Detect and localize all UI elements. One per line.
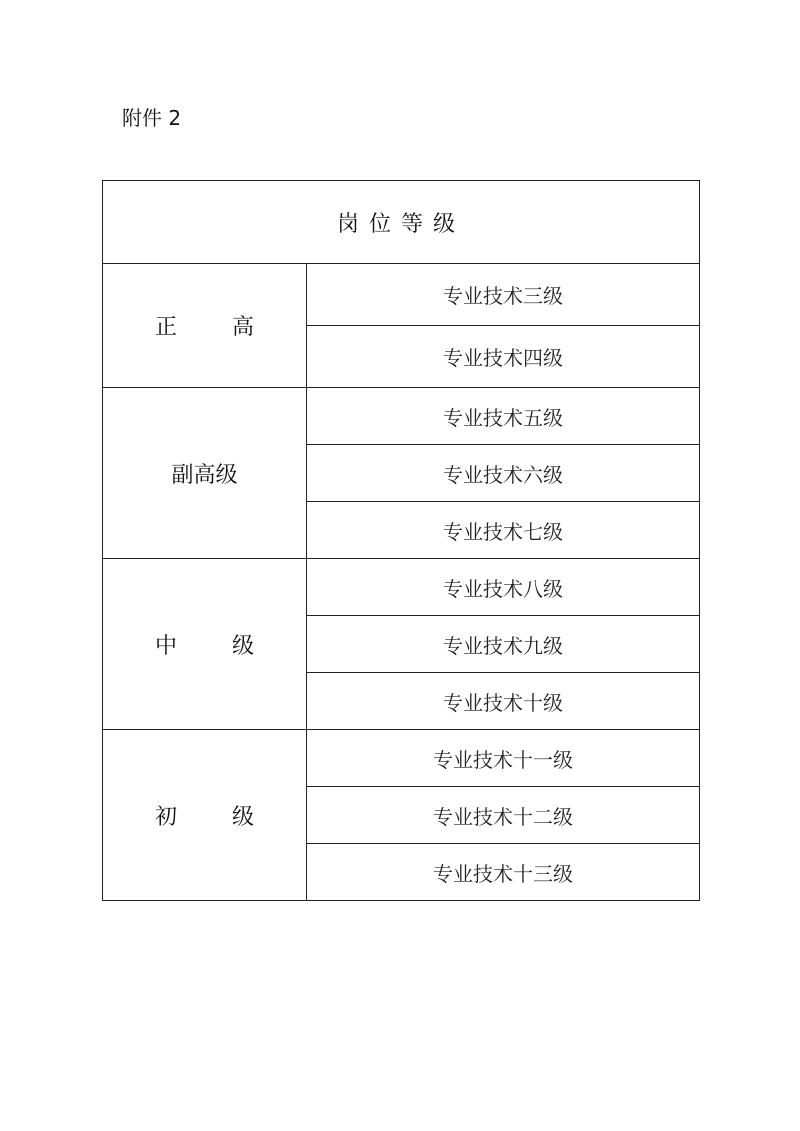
level-cell: 专业技术十一级: [307, 730, 700, 787]
job-grade-table: [102, 180, 700, 901]
level-cell: 专业技术十二级: [307, 787, 700, 844]
group-label: 正 高: [155, 315, 278, 340]
level-cell: 专业技术八级: [307, 559, 700, 616]
level-cell: 专业技术六级: [307, 445, 700, 502]
level-cell: 专业技术五级: [307, 388, 700, 445]
table-row: [103, 388, 700, 445]
table-header: 岗位等级: [103, 181, 700, 264]
level-cell: 专业技术十三级: [307, 844, 700, 901]
level-cell: 专业技术四级: [307, 326, 700, 388]
group-label: 初 级: [155, 804, 278, 830]
table-row: [103, 559, 700, 616]
group-cell-associate-senior: [103, 388, 307, 559]
table-row: [103, 730, 700, 787]
level-cell: 专业技术九级: [307, 616, 700, 673]
table-row: [103, 264, 700, 326]
level-cell: 专业技术三级: [307, 264, 700, 326]
attachment-label: 附件 2: [122, 106, 182, 130]
table-header-row: [103, 181, 700, 264]
group-label: 副高级: [171, 462, 238, 488]
group-cell-senior: [103, 264, 307, 388]
group-cell-intermediate: [103, 559, 307, 730]
level-cell: 专业技术七级: [307, 502, 700, 559]
level-cell: 专业技术十级: [307, 673, 700, 730]
group-label: 中 级: [155, 633, 278, 659]
group-cell-junior: [103, 730, 307, 901]
